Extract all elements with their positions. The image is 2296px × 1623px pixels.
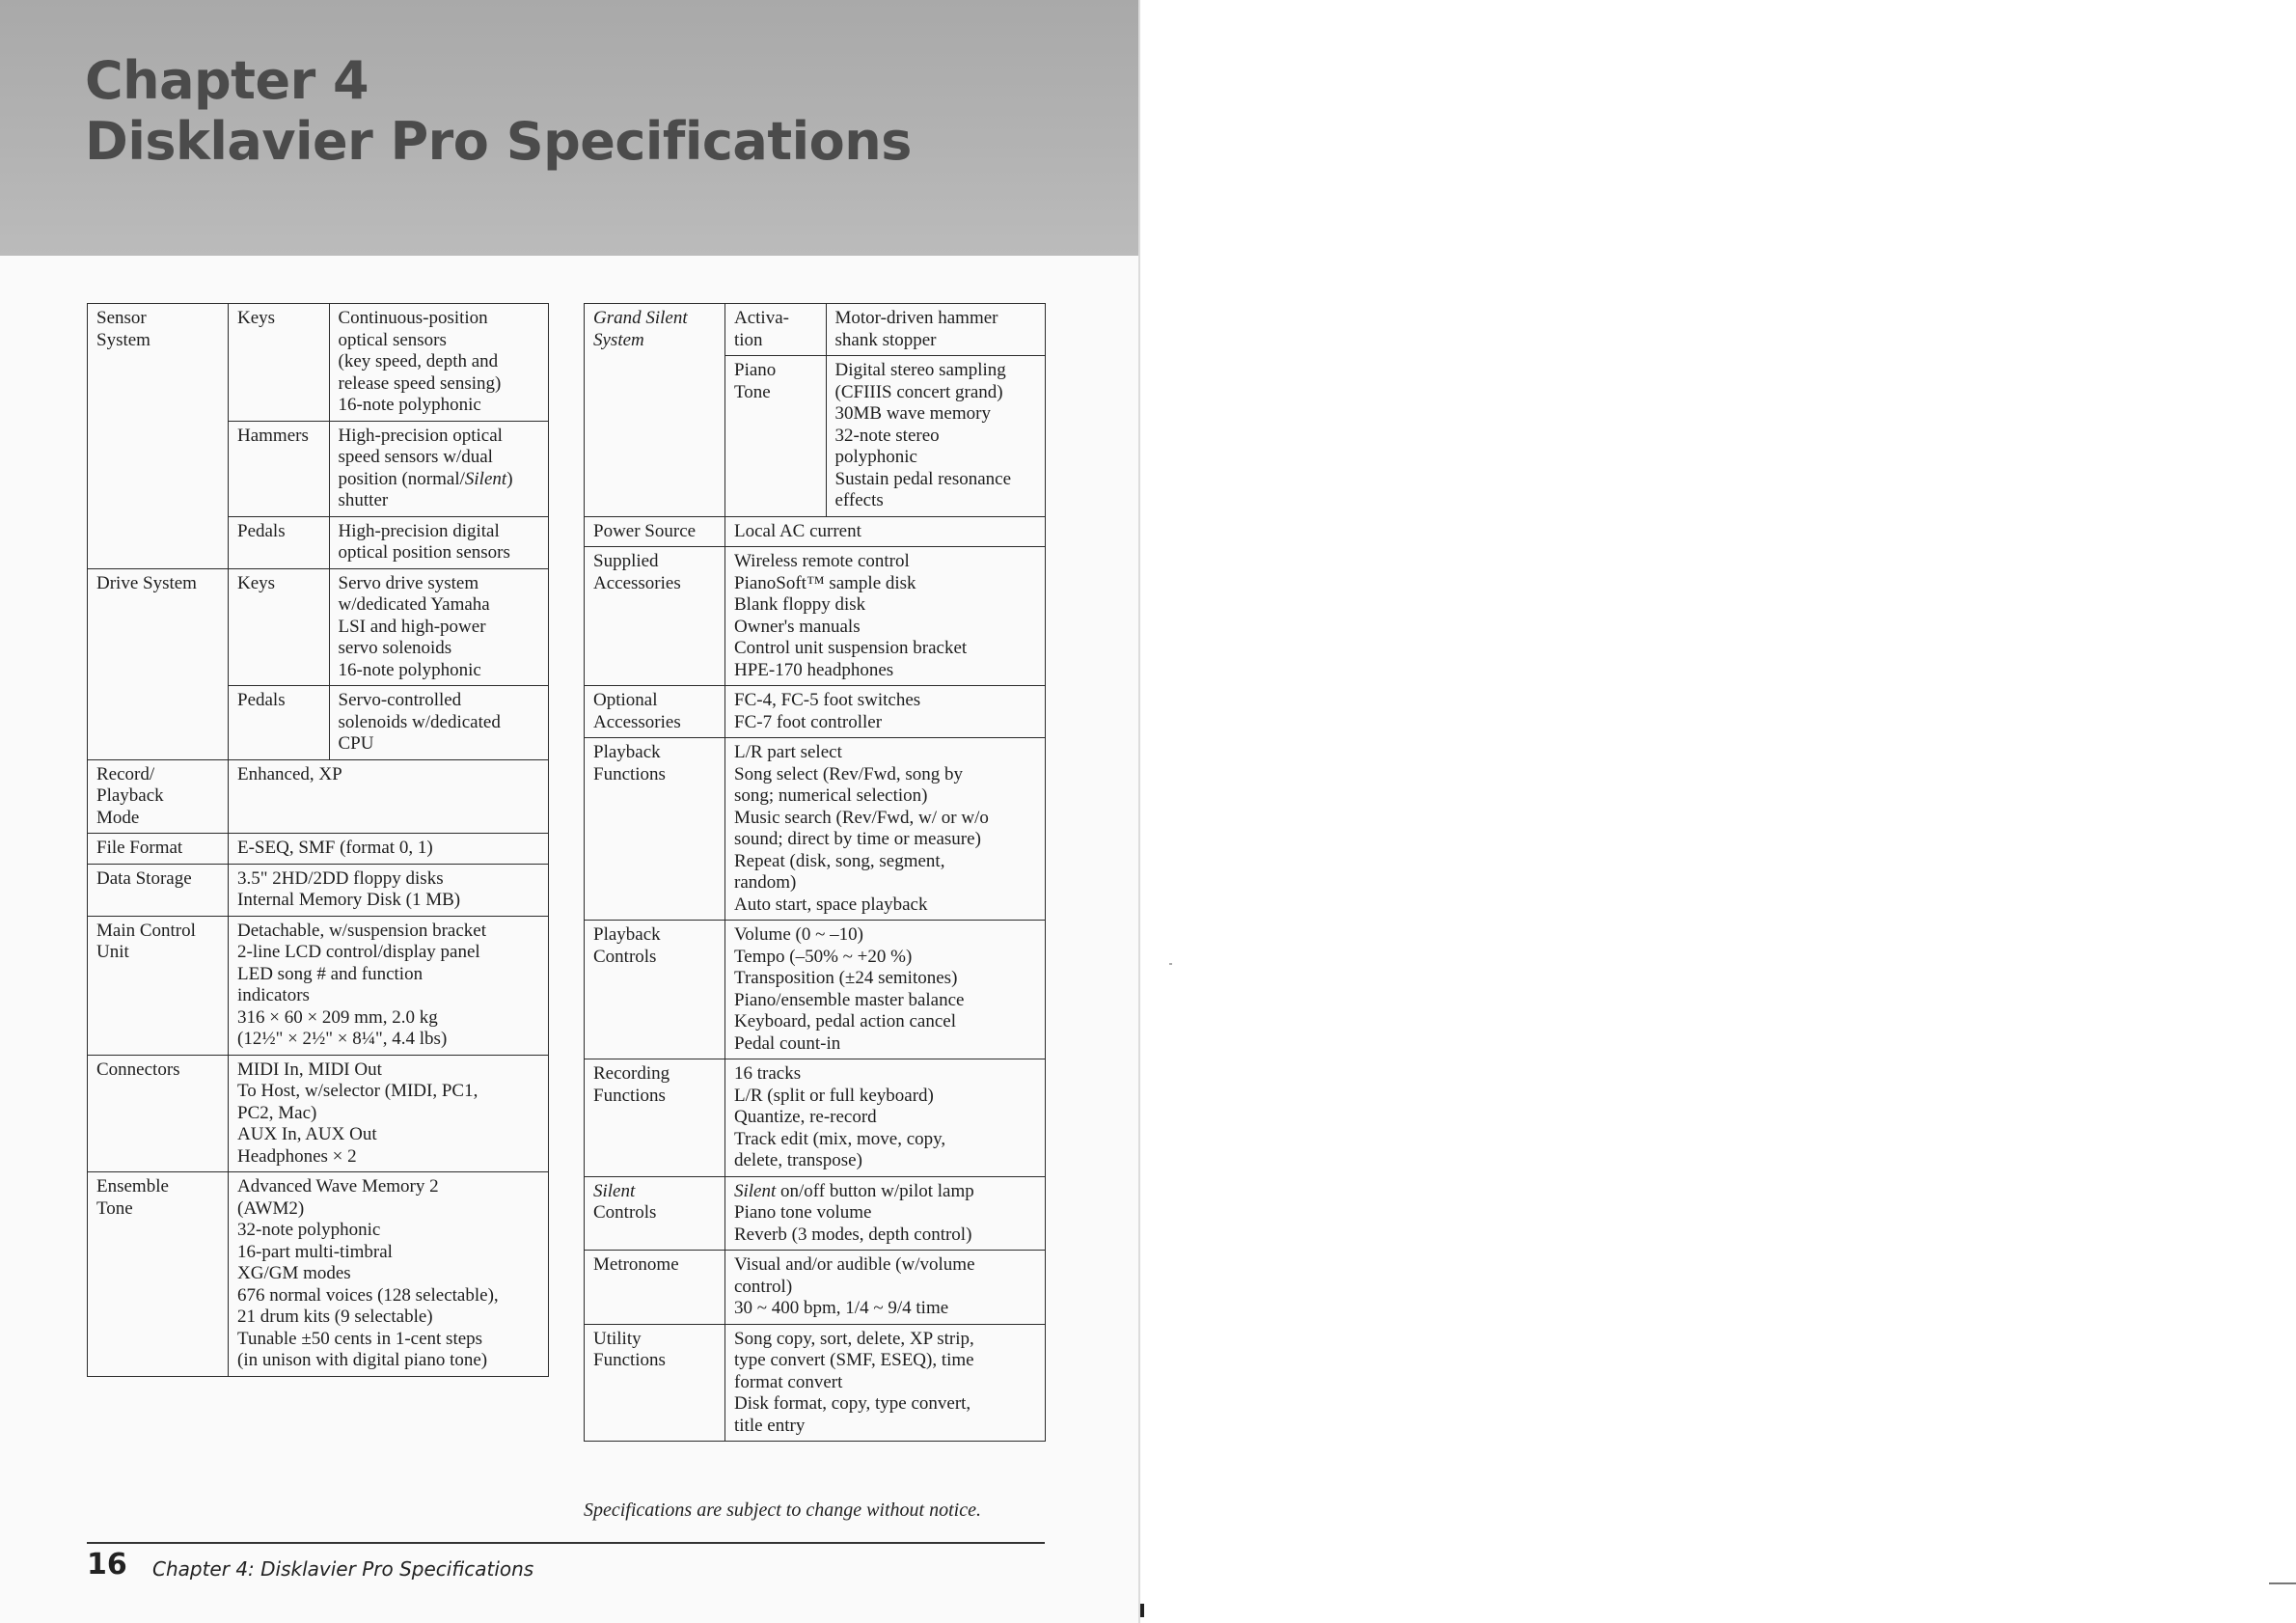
spec-value <box>725 686 1046 738</box>
spec-row <box>585 686 1046 738</box>
text-line: tion <box>734 329 763 350</box>
sub-value <box>826 356 1045 516</box>
text-line: Music search (Rev/Fwd, w/ or w/o <box>734 807 989 828</box>
text-line: Enhanced, XP <box>237 763 342 784</box>
text-line: Mode <box>96 807 140 828</box>
sensor-subtable <box>229 304 548 568</box>
text-line: Servo-controlled <box>338 690 462 710</box>
text-line: (AWM2) <box>237 1197 305 1219</box>
text-line: PC2, Mac) <box>237 1102 317 1123</box>
spec-label <box>585 1251 725 1325</box>
text-line: CPU <box>338 733 374 754</box>
text-line: (CFIIIS concert grand) <box>834 381 1003 402</box>
spec-value <box>229 1172 549 1377</box>
spec-row-drive-system <box>88 568 549 759</box>
text-line: Auto start, space playback <box>734 894 928 915</box>
text-line: Digital stereo sampling <box>834 360 1006 380</box>
text-line: Tunable ±50 cents in 1-cent steps <box>237 1328 483 1349</box>
text-line: 30 ~ 400 bpm, 1/4 ~ 9/4 time <box>734 1298 949 1318</box>
left-page <box>0 0 1138 1623</box>
spec-value <box>725 1324 1046 1442</box>
text-line: Advanced Wave Memory 2 <box>237 1176 439 1197</box>
spec-row-silent-controls <box>585 1176 1046 1251</box>
text-line: Power Source <box>593 520 697 541</box>
spec-row <box>88 864 549 916</box>
text-line: L/R part select <box>734 742 842 762</box>
text-line: Visual and/or audible (w/volume <box>734 1254 975 1275</box>
spec-label <box>88 1055 229 1172</box>
text-line: Functions <box>593 1085 666 1106</box>
text-line: 21 drum kits (9 selectable) <box>237 1307 433 1327</box>
text-line: Wireless remote control <box>734 551 910 571</box>
sub-label: Pedals <box>229 516 329 568</box>
spec-value <box>725 516 1046 547</box>
scan-speck <box>1169 963 1172 965</box>
chapter-banner <box>0 0 1138 256</box>
text-line: Main Control <box>96 920 196 941</box>
right-rows <box>585 516 1046 1176</box>
right-page-blank <box>1138 0 2296 1623</box>
spec-value <box>725 738 1046 921</box>
spec-row <box>585 1251 1046 1325</box>
spec-label: Silent Controls <box>585 1176 725 1251</box>
text-line: Song select (Rev/Fwd, song by <box>734 763 963 784</box>
sub-value <box>826 304 1045 356</box>
spec-label <box>88 759 229 834</box>
text-line: Accessories <box>593 572 681 593</box>
running-title: Chapter 4: Disklavier Pro Specifications <box>152 1557 534 1581</box>
text-line: sound; direct by time or measure) <box>734 829 981 849</box>
text-line: Sustain pedal resonance <box>834 468 1012 489</box>
text-line: Blank floppy disk <box>734 594 866 615</box>
text-line: Track edit (mix, move, copy, <box>734 1128 946 1149</box>
footnote: Specifications are subject to change without notice. <box>584 1499 981 1521</box>
right-rows-2 <box>585 1251 1046 1442</box>
sub-value <box>329 304 548 421</box>
spec-label <box>585 516 725 547</box>
text-line: 16-part multi-timbral <box>237 1241 393 1262</box>
text-line: Detachable, w/suspension bracket <box>237 920 486 941</box>
text-line: 16-note polyphonic <box>338 659 481 680</box>
spec-row-grand-silent-system <box>585 304 1046 517</box>
sub-label: Keys <box>229 569 329 686</box>
text-line: title entry <box>734 1415 806 1436</box>
spec-label: Drive System <box>88 568 229 759</box>
spec-value <box>229 759 549 834</box>
sub-value <box>329 686 548 759</box>
text-line: Keyboard, pedal action cancel <box>734 1011 956 1032</box>
text-line: (key speed, depth and <box>338 351 499 371</box>
spec-label <box>585 1324 725 1442</box>
spec-value: Silent on/off button w/pilot lamp Piano tone volume Reverb (3 modes, depth control) <box>725 1176 1046 1251</box>
spec-row <box>585 1059 1046 1177</box>
text-line: random) <box>734 872 797 893</box>
text-line: Functions <box>593 763 666 784</box>
text-line: L/R (split or full keyboard) <box>734 1085 934 1106</box>
text-line: Unit <box>96 942 129 962</box>
spec-row <box>88 759 549 834</box>
text-line: Servo drive system <box>338 572 479 593</box>
sub-value <box>329 516 548 568</box>
spec-label <box>585 304 725 517</box>
text-line: Quantize, re-record <box>734 1107 877 1127</box>
text-line: 32-note polyphonic <box>237 1220 381 1240</box>
sub-label: Keys <box>229 304 329 421</box>
text-line: Song copy, sort, delete, XP strip, <box>734 1328 974 1349</box>
footer-rule <box>87 1542 1045 1544</box>
text-line: Disk format, copy, type convert, <box>734 1393 971 1414</box>
text-line: shank stopper <box>834 329 937 350</box>
spec-label <box>585 921 725 1059</box>
sub-value <box>329 569 548 686</box>
spec-row <box>585 1324 1046 1442</box>
text-line: Control unit suspension bracket <box>734 638 968 658</box>
text-line: PianoSoft™ sample disk <box>734 572 916 593</box>
text-line: Continuous-position <box>338 308 488 328</box>
text-line: LSI and high-power <box>338 616 486 637</box>
text-line: type convert (SMF, ESEQ), time <box>734 1350 974 1370</box>
text-line: Pedal count-in <box>734 1032 841 1054</box>
text-line: Volume (0 ~ –10) <box>734 924 863 945</box>
spec-value <box>229 834 549 865</box>
page-number: 16 <box>87 1548 127 1582</box>
spec-label: Sensor System <box>88 304 229 569</box>
text-line: Transposition (±24 semitones) <box>734 968 958 988</box>
text-line: Metronome <box>593 1254 679 1275</box>
spec-label <box>585 1059 725 1177</box>
chapter-title: Chapter 4 <box>85 50 369 111</box>
text-line: To Host, w/selector (MIDI, PC1, <box>237 1081 478 1101</box>
spec-value <box>725 1251 1046 1325</box>
text-line: Tone <box>734 381 771 402</box>
sub-label: Hammers <box>229 421 329 516</box>
spec-label <box>585 686 725 738</box>
text-line: song; numerical selection) <box>734 785 928 806</box>
spec-row <box>585 547 1046 686</box>
page-edge-tick <box>1140 1604 1144 1617</box>
text-line: Ensemble <box>96 1176 169 1197</box>
text-line: control) <box>734 1276 793 1297</box>
text-line: (12½" × 2½" × 8¼", 4.4 lbs) <box>237 1029 448 1049</box>
text-line: release speed sensing) <box>338 372 502 394</box>
text-line: indicators <box>237 985 310 1005</box>
text-line: 32-note stereo <box>834 425 940 446</box>
spec-label <box>585 547 725 686</box>
spec-row <box>88 1172 549 1377</box>
sub-label <box>725 304 826 356</box>
spec-label <box>88 1172 229 1377</box>
text-line: (in unison with digital piano tone) <box>237 1350 488 1370</box>
text-line: Tone <box>96 1197 133 1219</box>
grand-silent-subtable <box>725 304 1045 516</box>
text-line: Record/ <box>96 763 155 784</box>
spec-row <box>88 834 549 865</box>
text-line: 16 tracks <box>734 1063 802 1084</box>
sub-label <box>725 356 826 516</box>
drive-subtable <box>229 569 548 759</box>
text-line: FC-7 foot controller <box>734 711 883 732</box>
spec-value <box>229 1055 549 1172</box>
text-line: solenoids w/dedicated <box>338 711 501 732</box>
text-line: optical position sensors <box>338 542 510 563</box>
text-line: servo solenoids <box>338 638 452 658</box>
text-line: Headphones × 2 <box>237 1145 357 1167</box>
sub-label: Pedals <box>229 686 329 759</box>
spec-table-right <box>584 303 1046 1442</box>
spec-row <box>88 1055 549 1172</box>
text-line: HPE-170 headphones <box>734 659 894 680</box>
spec-row-sensor-system <box>88 304 549 569</box>
text-line: 16-note polyphonic <box>338 395 481 415</box>
text-line: effects <box>834 490 884 510</box>
text-line: format convert <box>734 1371 843 1392</box>
text-line: Owner's manuals <box>734 616 861 637</box>
text-line: 2-line LCD control/display panel <box>237 942 480 962</box>
text-line: Recording <box>593 1063 670 1084</box>
text-line: 316 × 60 × 209 mm, 2.0 kg <box>237 1006 438 1028</box>
spec-row <box>88 916 549 1055</box>
text-line: High-precision digital <box>338 520 500 541</box>
left-rows <box>88 759 549 1376</box>
text-line: Utility <box>593 1328 642 1349</box>
text-line: AUX In, AUX Out <box>237 1124 377 1144</box>
text-line: Tempo (–50% ~ +20 %) <box>734 946 913 967</box>
text-line: XG/GM modes <box>237 1263 351 1283</box>
text-line: Connectors <box>96 1059 180 1080</box>
text-line: delete, transpose) <box>734 1150 862 1170</box>
text-line: Local AC current <box>734 520 861 541</box>
spec-value <box>725 921 1046 1059</box>
spec-label <box>88 864 229 916</box>
spec-row <box>585 921 1046 1059</box>
spec-row <box>585 738 1046 921</box>
text-line: Repeat (disk, song, segment, <box>734 850 945 871</box>
text-line: optical sensors <box>338 329 447 350</box>
text-line: Optional <box>593 690 658 710</box>
text-line: Functions <box>593 1350 666 1370</box>
text-line: FC-4, FC-5 foot switches <box>734 690 921 710</box>
page-edge-mark <box>2269 1582 2296 1584</box>
spec-value <box>725 547 1046 686</box>
sub-value: High-precision optical speed sensors w/dual position (normal/Silent) shutter <box>329 421 548 516</box>
text-line: Grand Silent <box>593 308 688 328</box>
text-line: Activa- <box>734 308 789 328</box>
text-line: Playback <box>593 924 661 945</box>
text-line: Piano <box>734 360 777 380</box>
text-line: Internal Memory Disk (1 MB) <box>237 890 461 910</box>
text-line: Supplied <box>593 551 659 571</box>
text-line: MIDI In, MIDI Out <box>237 1059 382 1080</box>
text-line: w/dedicated Yamaha <box>338 594 490 615</box>
text-line: E-SEQ, SMF (format 0, 1) <box>237 838 433 858</box>
text-line: File Format <box>96 838 183 858</box>
spec-row <box>585 516 1046 547</box>
text-line: polyphonic <box>834 447 917 467</box>
text-line: Playback <box>96 785 164 806</box>
text-line: 676 normal voices (128 selectable), <box>237 1284 499 1306</box>
spec-value <box>229 864 549 916</box>
text-line: Motor-driven hammer <box>834 308 998 328</box>
spec-value <box>725 1059 1046 1177</box>
text-line: Data Storage <box>96 867 192 889</box>
spec-value <box>229 916 549 1055</box>
spec-table-left <box>87 303 549 1377</box>
text-line: Playback <box>593 742 661 762</box>
chapter-subtitle: Disklavier Pro Specifications <box>85 111 912 172</box>
text-line: Controls <box>593 946 657 967</box>
spec-label <box>88 916 229 1055</box>
spec-label <box>585 738 725 921</box>
text-line: LED song # and function <box>237 963 424 984</box>
text-line: 30MB wave memory <box>834 403 991 424</box>
text-line: Piano/ensemble master balance <box>734 989 965 1010</box>
text-line: System <box>593 329 644 350</box>
spec-label <box>88 834 229 865</box>
text-line: Accessories <box>593 711 681 732</box>
text-line: 3.5" 2HD/2DD floppy disks <box>237 867 444 889</box>
